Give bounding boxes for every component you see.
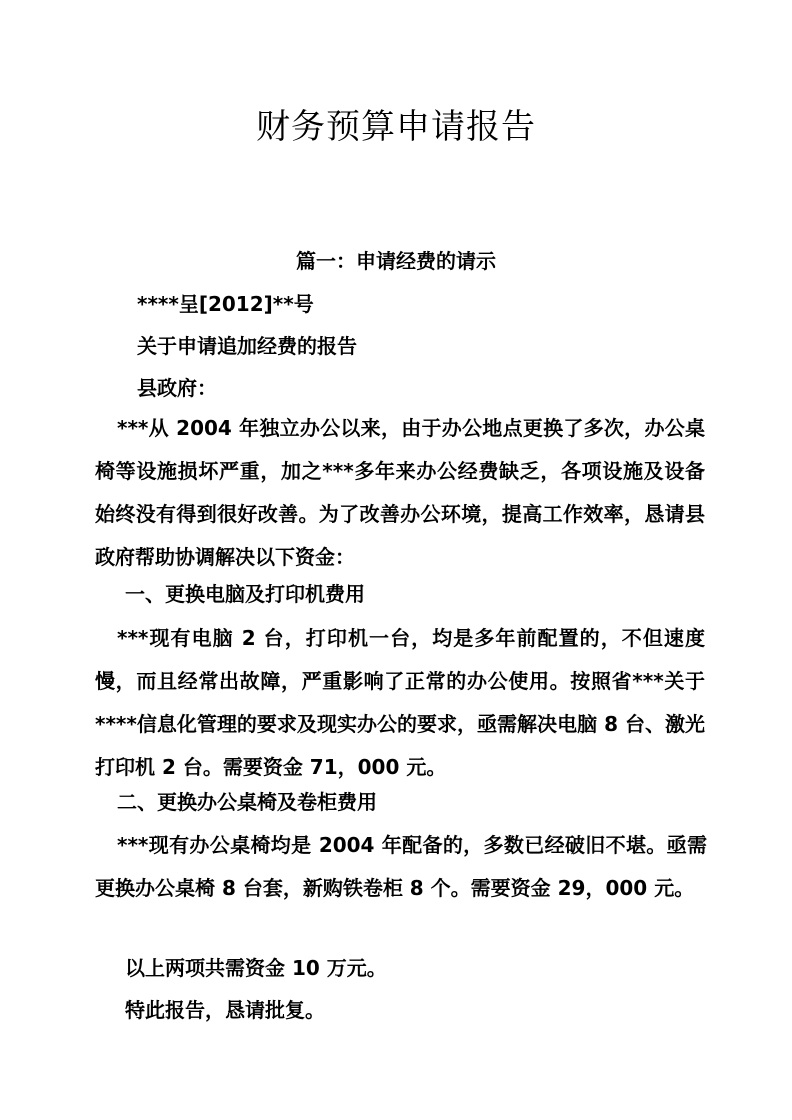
closing-line: 特此报告，恳请批复。 [125, 998, 325, 1022]
section-title: 篇一：申请经费的请示 [296, 249, 496, 273]
intro-paragraph: ***从 2004 年独立办公以来，由于办公地点更换了多次，办公桌椅等设施损坏严重，加之***多年来办公经费缺乏，各项设施及设备始终没有得到很好改善。为了改善办公环境，提高工作效率，恳请县政府帮助协调解决以下资金： [95, 416, 705, 569]
item1-heading: 一、更换电脑及打印机费用 [125, 582, 365, 606]
item1-paragraph: ***现有电脑 2 台，打印机一台，均是多年前配置的，不但速度慢，而且经常出故障，严重影响了正常的办公使用。按照省***关于****信息化管理的要求及现实办公的要求，亟需解决电脑 8 台、激光打印机 2 台。需要资金 71，000 元。 [95, 626, 705, 779]
document-title: 财务预算申请报告 [256, 107, 536, 147]
document-number: ****呈[2012]**号 [137, 292, 314, 316]
item2-heading: 二、更换办公桌椅及卷柜费用 [117, 790, 377, 814]
recipient-line: 县政府： [137, 376, 217, 400]
total-line: 以上两项共需资金 10 万元。 [125, 956, 387, 980]
item2-paragraph: ***现有办公桌椅均是 2004 年配备的，多数已经破旧不堪。亟需更换办公桌椅 8 台套，新购铁卷柜 8 个。需要资金 29，000 元。 [95, 833, 707, 900]
document-subject: 关于申请追加经费的报告 [137, 334, 357, 358]
